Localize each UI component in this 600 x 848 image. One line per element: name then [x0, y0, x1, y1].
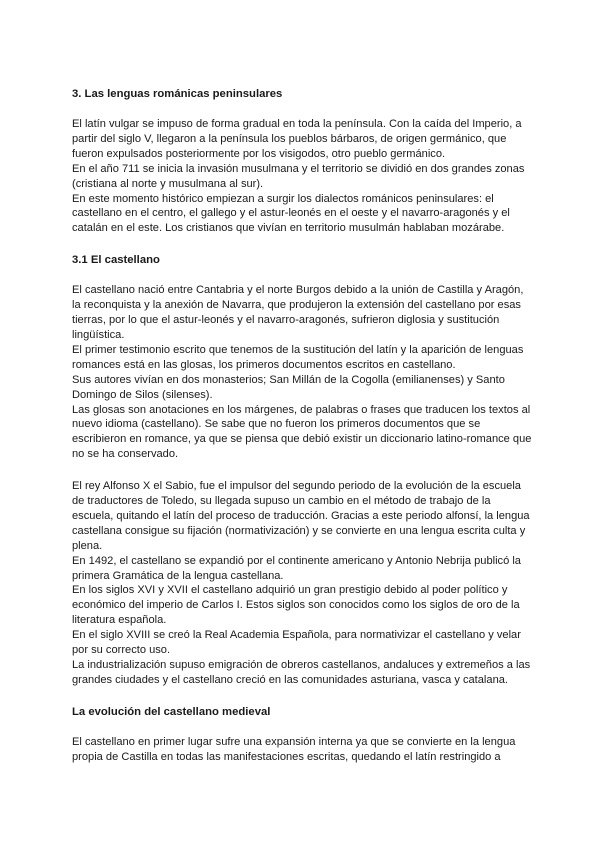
paragraph: El castellano en primer lugar sufre una expansión interna ya que se convierte en la lengua propia de Castilla en todas las manifestaciones escritas, quedando el latín restringido a [72, 735, 516, 763]
section-heading-lenguas-romanicas: 3. Las lenguas románicas peninsulares [72, 88, 283, 100]
document-body [72, 87, 534, 765]
section-heading-castellano: 3.1 El castellano [72, 254, 160, 267]
paragraph: El rey Alfonso X el Sabio, fue el impulsor del segundo periodo de la evolución de la escuela de traductores de Toledo, su llegada supuso un cambio en el método de trabajo de la escuela, quitando el latín del proceso de traducción. Gracias a este periodo alfonsí, la lengua castellana consigue su fijación (normativización) y se convierte en una lengua escrita culta y plena. [72, 480, 530, 552]
paragraph: En este momento histórico empiezan a surgir los dialectos románicos peninsulares: el castellano en el centro, el gallego y el astur-leonés en el oeste y el navarro-aragonés y el catalán en el este. Los cristianos que vivían en territorio musulmán hablaban mozárabe. [72, 192, 510, 235]
paragraph: Las glosas son anotaciones en los márgenes, de palabras o frases que traducen los textos al nuevo idioma (castellano). Se sabe que no fueron los primeros documentos que se escribieron en romance, ya que se piensa que debió existir un diccionario latino-romance que no se ha conservado. [72, 403, 532, 461]
paragraph: El latín vulgar se impuso de forma gradual en toda la península. Con la caída del Imperio, a partir del siglo V, llegaron a la península los pueblos bárbaros, de origen germánico, que fueron expulsados posteriormente por los visigodos, otro pueblo germánico. [72, 118, 522, 160]
paragraph: El primer testimonio escrito que tenemos de la sustitución del latín y la aparición de lenguas romances está en las glosas, los primeros documentos escritos en castellano. [72, 343, 524, 371]
section-heading-evolucion-medieval: La evolución del castellano medieval [72, 705, 271, 718]
paragraph: En 1492, el castellano se expandió por el continente americano y Antonio Nebrija publicó la primera Gramática de la lengua castellana. [72, 554, 521, 582]
paragraph: El castellano nació entre Cantabria y el norte Burgos debido a la unión de Castilla y Aragón, la reconquista y la anexión de Navarra, que produjeron la extensión del castellano por esas tierras, por lo que el astur-leonés y el navarro-aragonés, sufrieron diglosia y sustitución lingüística. [72, 284, 524, 341]
paragraph: En el año 711 se inicia la invasión musulmana y el territorio se dividió en dos grandes zonas (cristiana al norte y musulmana al sur). [72, 162, 525, 190]
paragraph: En el siglo XVIII se creó la Real Academia Española, para normativizar el castellano y velar por su correcto uso. [72, 629, 521, 657]
paragraph: En los siglos XVI y XVII el castellano adquirió un gran prestigio debido al poder político y económico del imperio de Carlos I. Estos siglos son conocidos como los siglos de oro de la literatura española. [72, 584, 520, 627]
paragraph: La industrialización supuso emigración de obreros castellanos, andaluces y extremeños a las grandes ciudades y el castellano creció en las comunidades asturiana, vasca y catalana. [72, 659, 531, 686]
paragraph: Sus autores vivían en dos monasterios; San Millán de la Cogolla (emilianenses) y Santo Domingo de Silos (silenses). [72, 373, 505, 401]
